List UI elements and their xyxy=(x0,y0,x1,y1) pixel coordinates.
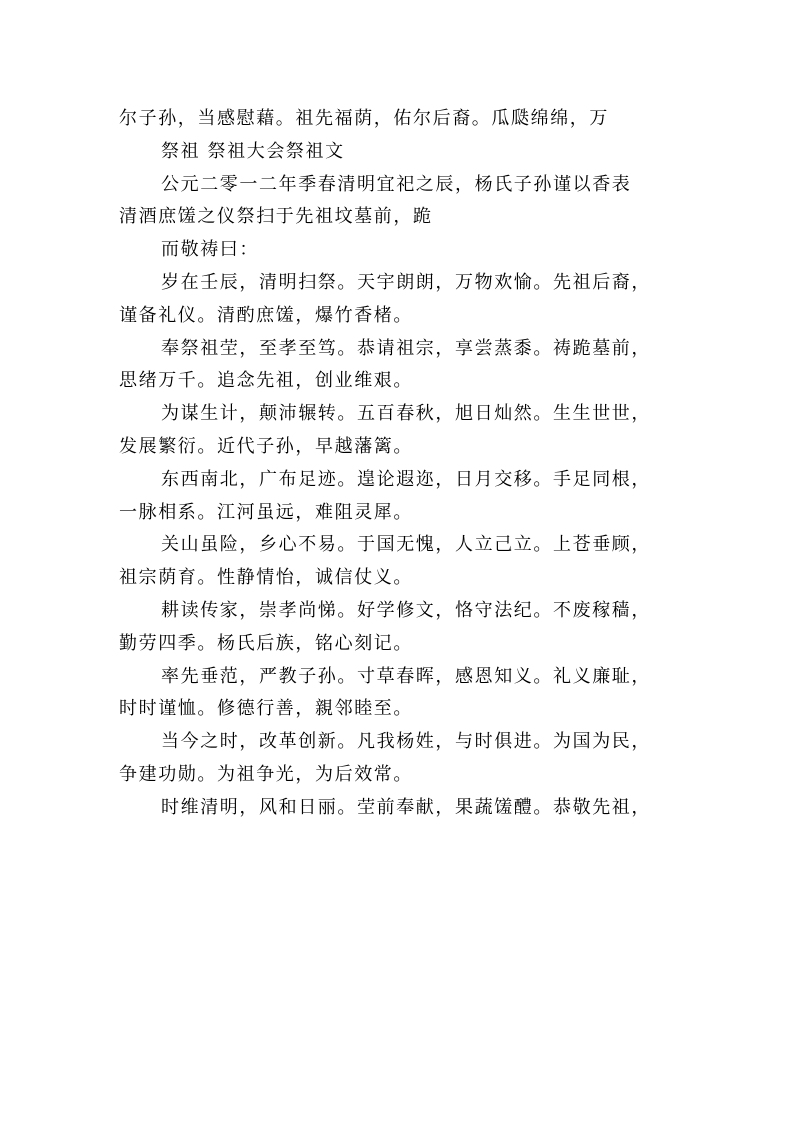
text-line: 而敬祷曰： xyxy=(161,239,259,261)
text-line: 谨备礼仪。清酌庶馐，爆竹香楮。 xyxy=(119,304,413,326)
text-line: 率先垂范，严教子孙。寸草春晖，感恩知义。礼义廉耻， xyxy=(161,665,651,687)
text-line: 勤劳四季。杨氏后族，铭心刻记。 xyxy=(119,632,413,654)
text-line: 时时谨恤。修德行善，親邻睦至。 xyxy=(119,698,413,720)
text-line: 关山虽险，乡心不易。于国无愧，人立己立。上苍垂顾， xyxy=(161,534,651,556)
text-line: 为谋生计，颠沛辗转。五百春秋，旭日灿然。生生世世， xyxy=(161,403,651,425)
text-line: 祭祖 祭祖大会祭祖文 xyxy=(161,140,345,162)
text-line: 尔子孙，当感慰藉。祖先福荫，佑尔后裔。瓜瓞绵绵，万 xyxy=(119,108,609,129)
text-line: 思绪万千。追念先祖，创业维艰。 xyxy=(119,370,413,392)
text-line: 岁在壬辰，清明扫祭。天宇朗朗，万物欢愉。先祖后裔， xyxy=(161,271,651,293)
text-line: 争建功勋。为祖争光，为后效常。 xyxy=(119,763,413,785)
document-body xyxy=(119,103,679,825)
text-line: 当今之时，改革创新。凡我杨姓，与时俱进。为国为民， xyxy=(161,731,651,753)
text-line: 耕读传家，崇孝尚悌。好学修文，恪守法纪。不废稼穑， xyxy=(161,599,651,621)
text-line: 东西南北，广布足迹。遑论遐迩，日月交移。手足同根， xyxy=(161,468,651,490)
text-line: 发展繁衍。近代子孙，早越藩篱。 xyxy=(119,435,413,457)
text-line: 清酒庶馐之仪祭扫于先祖坟墓前，跪 xyxy=(119,206,433,228)
text-line: 时维清明，风和日丽。茔前奉献，果蔬馐醴。恭敬先祖， xyxy=(161,796,651,818)
text-line: 祖宗荫育。性静情怡，诚信仗义。 xyxy=(119,567,413,589)
text-line: 一脉相系。江河虽远，难阻灵犀。 xyxy=(119,501,413,523)
text-line: 奉祭祖茔，至孝至笃。恭请祖宗，享尝蒸黍。祷跪墓前， xyxy=(161,337,651,359)
text-line: 公元二零一二年季春清明宜祀之辰，杨氏子孙谨以香表 xyxy=(161,173,632,195)
